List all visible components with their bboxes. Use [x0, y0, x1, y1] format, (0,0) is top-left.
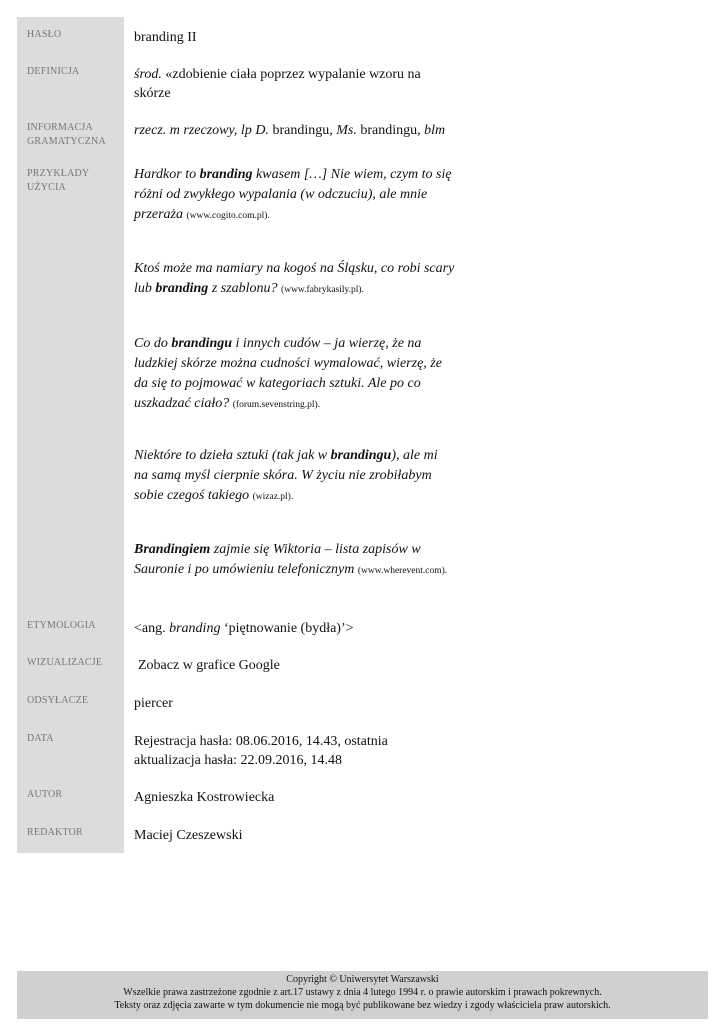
example-text: lub	[134, 281, 156, 296]
example-keyword: brandingu	[330, 448, 392, 463]
label-autor: AUTOR	[27, 789, 63, 800]
example-source: (www.wherevent.com).	[357, 566, 448, 576]
etymology-source-word: branding	[169, 621, 221, 636]
editor-name: Maciej Czeszewski	[134, 828, 243, 843]
example-keyword: Brandingiem	[134, 542, 211, 557]
update-date: aktualizacja hasła: 22.09.2016, 14.48	[134, 753, 342, 768]
example-source: (wizaz.pl).	[252, 492, 294, 502]
usage-example	[134, 446, 469, 507]
label-informacja-gramatyczna	[27, 121, 106, 149]
example-text: ), ale mi	[391, 448, 438, 463]
author-name: Agnieszka Kostrowiecka	[134, 790, 275, 805]
label-line: PRZYKŁADY	[27, 168, 90, 179]
definition-text: skórze	[134, 86, 171, 101]
grammar-abbrev: blm	[424, 123, 446, 138]
example-keyword: branding	[155, 281, 209, 296]
etymology-text: ‘piętnowanie (bydła)’>	[220, 621, 354, 636]
copyright-footer	[17, 971, 708, 1019]
headword: branding II	[134, 30, 197, 45]
example-text: Sauronie i po umówieniu telefonicznym	[134, 562, 355, 577]
usage-example	[134, 259, 469, 300]
footer-line: Wszelkie prawa zastrzeżone zgodnie z art.17 ustawy z dnia 4 lutego 1994 r. o prawie autorskim i prawach pokrewnych.	[123, 987, 602, 998]
registration-date: Rejestracja hasła: 08.06.2016, 14.43, ostatnia	[134, 734, 388, 749]
example-text: Niektóre to dzieła sztuki (tak jak w	[134, 448, 331, 463]
example-text: zajmie się Wiktoria – lista zapisów w	[210, 542, 421, 557]
example-text: Co do	[134, 336, 172, 351]
cross-reference-link[interactable]: piercer	[134, 696, 173, 711]
example-source: (www.cogito.com.pl).	[186, 211, 270, 221]
grammar-info	[134, 121, 445, 140]
example-text: da się to pojmować w kategoriach sztuki. Ale po co	[134, 376, 421, 391]
example-source: (forum.sevenstring.pl).	[232, 400, 321, 410]
example-text: uszkadzać ciało?	[134, 396, 230, 411]
label-line: GRAMATYCZNA	[27, 136, 106, 147]
etymology-text: <ang.	[134, 621, 170, 636]
usage-example	[134, 165, 469, 226]
label-definicja: DEFINICJA	[27, 66, 80, 77]
label-redaktor: REDAKTOR	[27, 827, 83, 838]
label-line: UŻYCIA	[27, 182, 66, 193]
example-text: na samą myśl cierpnie skóra. W życiu nie zrobiłabym	[134, 468, 432, 483]
grammar-form: brandingu,	[268, 123, 337, 138]
entry-dates	[134, 732, 388, 770]
grammar-abbrev: rzecz. m rzeczowy, lp D.	[134, 123, 269, 138]
usage-example	[134, 540, 474, 581]
example-text: różni od zwykłego wypalania (w odczuciu), ale mnie	[134, 187, 428, 202]
label-etymologia: ETYMOLOGIA	[27, 620, 96, 631]
example-text: ludzkiej skórze można cudności wymalować, wierzę, że	[134, 356, 442, 371]
label-wizualizacje: WIZUALIZACJE	[27, 657, 103, 668]
footer-line: Copyright © Uniwersytet Warszawski	[286, 974, 439, 985]
example-text: Hardkor to	[134, 167, 200, 182]
grammar-abbrev: Ms.	[336, 123, 357, 138]
label-odsylacze: ODSYŁACZE	[27, 695, 89, 706]
etymology	[134, 619, 354, 638]
example-text: kwasem […] Nie wiem, czym to się	[252, 167, 452, 182]
definition	[134, 65, 421, 103]
label-haslo: HASŁO	[27, 29, 62, 40]
definition-text: «zdobienie ciała poprzez wypalanie wzoru na	[161, 67, 421, 82]
label-przyklady-uzycia	[27, 167, 89, 195]
label-line: INFORMACJA	[27, 122, 93, 133]
google-images-link[interactable]: Zobacz w grafice Google	[138, 658, 280, 673]
example-text: Ktoś może ma namiary na kogoś na Śląsku, co robi scary	[134, 261, 455, 276]
label-data: DATA	[27, 733, 54, 744]
example-text: przeraża	[134, 207, 184, 222]
grammar-form: brandingu,	[356, 123, 425, 138]
usage-example	[134, 334, 469, 415]
example-keyword: branding	[199, 167, 253, 182]
footer-line: Teksty oraz zdjęcia zawarte w tym dokumencie nie mogą być publikowane bez wiedzy i zgody właściciela praw autorskich.	[114, 1000, 611, 1011]
example-text: sobie czegoś takiego	[134, 488, 250, 503]
example-keyword: brandingu	[171, 336, 233, 351]
example-text: i innych cudów – ja wierzę, że na	[232, 336, 422, 351]
example-source: (www.fabrykasily.pl).	[281, 285, 364, 295]
example-text: z szablonu?	[208, 281, 278, 296]
definition-qualifier: środ.	[134, 67, 162, 82]
